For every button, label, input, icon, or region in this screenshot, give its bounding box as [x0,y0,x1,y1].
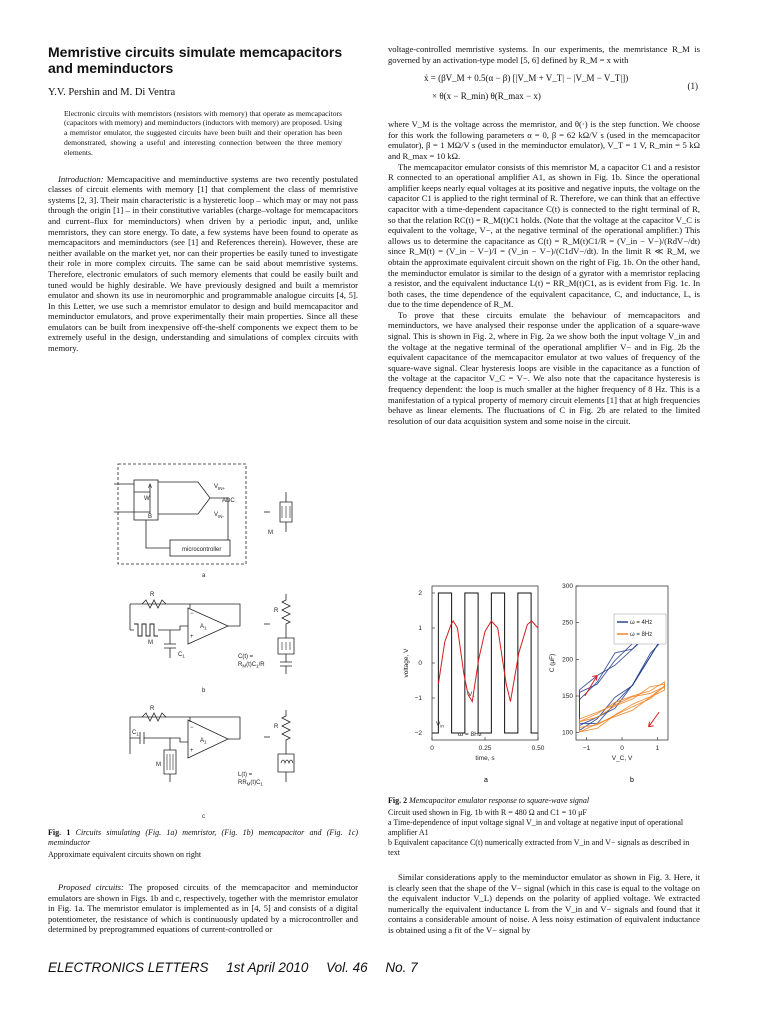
fig1-caption-label: Fig. 1 [48,828,71,837]
label-B: B [148,514,153,520]
label-plus-c: + [190,748,194,754]
fig2-caption-l1: Circuit used shown in Fig. 1b with R = 480 Ω and C1 = 10 μF [388,808,587,817]
fig2a-ytick-label: −1 [414,695,422,702]
label-ct-1: C(t) = [238,654,254,660]
fig2b-xtick-label: −1 [582,745,591,752]
fig2b-arrow-down [649,712,660,727]
label-A: A [148,484,153,490]
fig2a-series-vin [432,593,538,733]
fig2a-annot-vminus: $V_-$ [468,691,475,699]
fig2a-chart [403,586,545,762]
fig2-panel-b: b [630,777,634,784]
fig1c-opamp-a1 [188,720,228,758]
fig1-caption-text: Circuits simulating (Fig. 1a) memristor, (Fig. 1b) memcapacitor and (Fig. 1c) meminductor [48,828,358,847]
fig2a-frame [432,586,538,740]
fig2-caption-l3: b Equivalent capacitance C(t) numerically extracted from V_in and V− signals as described in text [388,838,690,857]
label-lt-2: $RR_M(t)C_1$ [238,780,263,787]
fig2-caption-text: Memcapacitor emulator response to square-wave signal [409,796,590,805]
fig2a-xtick-label: 0.50 [531,745,545,752]
fig2b-ytick-label: 300 [562,583,573,590]
fig2b-legend-label: ω = 4Hz [630,620,653,626]
page-title: Memristive circuits simulate memcapacitors and meminductors [48,44,343,76]
label-ct-2: $R_M(t)C_1/R$ [238,662,265,669]
fig2a-xtick-label: 0 [430,745,434,752]
fig2b-ytick-label: 150 [562,693,573,700]
label-C1-c: $C_1$ [132,730,139,737]
right-column [388,44,700,426]
fig2b-legend [614,614,666,644]
label-adc: ADC [222,498,235,504]
footer-vol: Vol. 46 [326,960,368,975]
footer-journal: ELECTRONICS LETTERS [48,960,209,975]
fig1b-capacitor-c1 [164,630,176,658]
fig2a-ytick-label: −2 [414,730,422,737]
fig2-caption-l2: a Time-dependence of input voltage signal V_in and voltage at negative input of operational amplifier A1 [388,818,684,837]
fig2b-ytick-label: 200 [562,656,573,664]
fig2b-xtick-label: 0 [620,745,624,752]
equation-1 [388,71,700,113]
fig2-caption [388,796,700,858]
fig2a-annot-vin: $V_{in}$ [436,721,444,729]
panel-label-c: c [202,814,205,820]
fig2b-ytick-label: 250 [562,619,573,627]
figure-2 [392,578,698,788]
equation-line-2: × θ(x − R_min) θ(R_max − x) [432,91,541,102]
label-minus-c: − [190,725,194,731]
label-vin-minus: $V_{IN-}$ [214,512,225,519]
right-paragraph-5-wrap [388,872,700,936]
authors: Y.V. Pershin and M. Di Ventra [48,87,176,98]
equation-line-1: ẋ = (βV_M + 0.5(α − β) [|V_M + V_T| − |V_M − V_T|]) [424,73,629,84]
fig1b-opamp-a1 [188,608,228,644]
fig2b-legend-box [614,614,666,644]
label-R-c-right: R [274,724,279,730]
fig1b-memristor [134,624,158,636]
fig2a-annot-omega: ω = 8Hz [458,731,483,738]
fig2b-loop-8hz [580,682,665,732]
intro-text: Memcapacitive and meminductive systems are two recently postulated classes of circuit elements with memory [1] that complement the class of memristive systems [2, 3]. Their main characteristic is a hysteretic loop – which may or may not pass through the origin [1] – in their constitutive variables (charge–voltage for memcapacitors and current–flux for meminductors) when driven by a periodic input, and, unlike memristors, they can store energy. To date, a few systems have been found to operate as memcapacitors and meminductors (see [1] and References therein). However, these are neither available on the market yet, nor can their properties be easily tuned to investigate their role in more complex circuits. The same can be said about memristive systems. Therefore, electronic emulators of such memory elements that could be easily built and tuned would be highly desirable. We have previously designed and built a memristor emulator and shown its use in neuromorphic and programmable analogue circuits [4, 5]. In this Letter, we use such a memristor emulator to design and build memcapacitor and meminductor emulators, and prove experimentally their main properties. Since all these emulators can be built from inexpensive off-the-shelf components we expect them to be extremely useful in the design, understanding and simulations of complex circuits with memory. [48,173,358,354]
figure-1 [110,462,310,824]
fig2a-ytick-label: 0 [418,660,422,667]
fig2a-ylabel: voltage, V [403,648,410,678]
fig2b-xlabel: V_C, V [611,755,633,762]
fig2b-arrow-up [585,675,597,696]
fig2a-xtick-label: 0.25 [478,745,492,752]
fig2b-loop-8hz [580,684,665,732]
label-M-c: M [156,762,161,768]
footer [48,960,698,975]
fig2b-xtick-label: 1 [655,745,660,752]
intro-paragraph [48,174,358,354]
label-A1-b: $A_1$ [200,624,207,631]
fig2-panel-a: a [484,777,488,784]
label-lt-1: L(t) = [238,772,253,778]
fig2b-legend-label: ω = 8Hz [630,632,653,638]
label-R-b-right: R [274,608,279,614]
fig2a-ytick-label: 2 [418,590,422,597]
right-paragraph-5: Similar considerations apply to the meminductor emulator as shown in Fig. 3. Here, it is clearly seen that the shape of the V− signal (which in this case is equal to the voltage on the equivalent inductor V_L) depends on the polarity of applied voltage. We extracted numerically the equivalent inductance L from the V_in and V− signals and found that it contains a considerable amount of noise. A less noisy estimation of equivalent inductance is obtained using a fit of the V− signal by [388,872,700,935]
label-R-c: R [150,706,155,712]
proposed-text: The proposed circuits of the memcapacitor and meminductor emulators are shown in Figs. 1b and c, respectively, together with the memristor emulator in Fig. 1a. The memristor emulator is implemented as in [4, 5] and consists of a digital potentiometer, the resistance of which is continuously updated by a microcontroller and determined by preprogrammed equations of current-controlled or [48,882,358,935]
fig2b-ylabel: C (μF) [549,653,556,673]
label-vin-plus: $V_{IN+}$ [214,484,226,491]
footer-date: 1st April 2010 [226,960,309,975]
fig1-caption-sub: Approximate equivalent circuits shown on right [48,850,202,859]
label-M-b: M [148,640,153,646]
fig1c-capacitor-c1 [140,732,144,744]
label-W: W [144,496,150,502]
left-column [48,44,358,354]
right-paragraph-3: The memcapacitor emulator consists of this memristor M, a capacitor C1 and a resistor R connected to an operational amplifier A1, as shown in Fig. 1b. Since the operational amplifier keeps nearly equal voltages at its positive and negative inputs, the voltage on the capacitor C1 is applied to the right terminal of R. Therefore, we can think that an effective capacitor with a time-dependent capacitance C(t) is connected to the right terminal of R, so that the relation RC(t) = R_M(t)C1 holds. (Note that the voltage at the capacitor V_C is equivalent to the voltage, V−, at the negative terminal of the operational amplifier.) This allows us to determine the capacitance as C(t) = R_M(t)C1/R = (V_in − V−)/(RdV−/dt) since R_M(t) = (V_in − V−)/I = (V_in − V−)/(C1dV−/dt). In the limit R ≪ R_M, we obtain the approximate equivalent circuit shown on the right of Fig. 1b. On the other hand, the meminductor emulator is similar to the design of a gyrator with a memristor replacing a resistor, and the equivalent inductance L(t) = RR_M(t)C1, as is evident from Fig. 1c. In both cases, the time dependence of the equivalent capacitance, C, and inductance, L, is due to the time dependence of R_M. [388,161,700,310]
right-paragraph-4: To prove that these circuits emulate the behaviour of memcapacitors and meminductors, we have analysed their response under the application of a square-wave signal. This is shown in Fig. 2, where in Fig. 2a we show both the input voltage V_in and the voltage at the negative terminal of the operational amplifier V− and in Fig. 2b the equivalent capacitance of the memcapacitor emulator at two values of frequency of the square-wave signal. Clear hysteresis loops are visible in the capacitance as a function of the voltage at the capacitor V_C = V−. We also note that the capacitance hysteresis is frequency dependent: the loop is much smaller at the higher frequency of 8 Hz. This is a manifestation of a typical property of memory circuit elements [1] that at high frequencies behave as linear elements. The fluctuations of C in Fig. 2b are related to the limited resolution of our data acquisition system and some noise in the circuit. [388,309,700,426]
right-paragraph-1: voltage-controlled memristive systems. In our experiments, the memristance R_M is governed by an activation-type model [5, 6] defined by R_M = x with [388,44,700,65]
equation-number: (1) [687,81,698,92]
fig2a-ytick-label: 1 [418,625,422,632]
fig2b-ytick-label: 100 [562,729,573,737]
right-paragraph-2: where V_M is the voltage across the memristor, and θ(·) is the step function. We choose for this work the following parameters α = 0, β = 62 kΩ/V s (used in the memcapacitor emulator), β = 1 MΩ/V s (used in the meminductor emulator), V_T = 1 V, R_min = 5 kΩ and R_max = 10 kΩ. [388,119,700,161]
footer-no: No. 7 [385,960,418,975]
panel-label-b: b [202,688,206,694]
intro-label: Introduction: [58,173,104,184]
fig2a-series-vminus [438,621,538,702]
label-minus-b: − [190,611,194,617]
label-microcontroller: microcontroller [182,547,222,553]
fig2a-xlabel: time, s [475,755,495,762]
fig2-caption-label: Fig. 2 [388,796,408,805]
proposed-label: Proposed circuits: [58,882,124,892]
fig1-caption [48,828,358,860]
panel-label-a: a [202,573,206,579]
label-A1-c: $A_1$ [200,738,207,745]
abstract: Electronic circuits with memristors (resistors with memory) that operate as memcapacitors (capacitors with memory) and meminductors (inductors with memory) are proposed. Using a memristor emulator, the suggested circuits have been built and their operation has been demonstrated, showing a useful and interesting connection between the three memory elements. [64,108,342,157]
label-M-a: M [268,530,273,536]
proposed-paragraph [48,882,358,935]
label-plus-b: + [190,634,194,640]
label-R-b: R [150,592,155,598]
label-C1-b: $C_1$ [178,652,185,659]
fig2b-chart [549,583,668,762]
